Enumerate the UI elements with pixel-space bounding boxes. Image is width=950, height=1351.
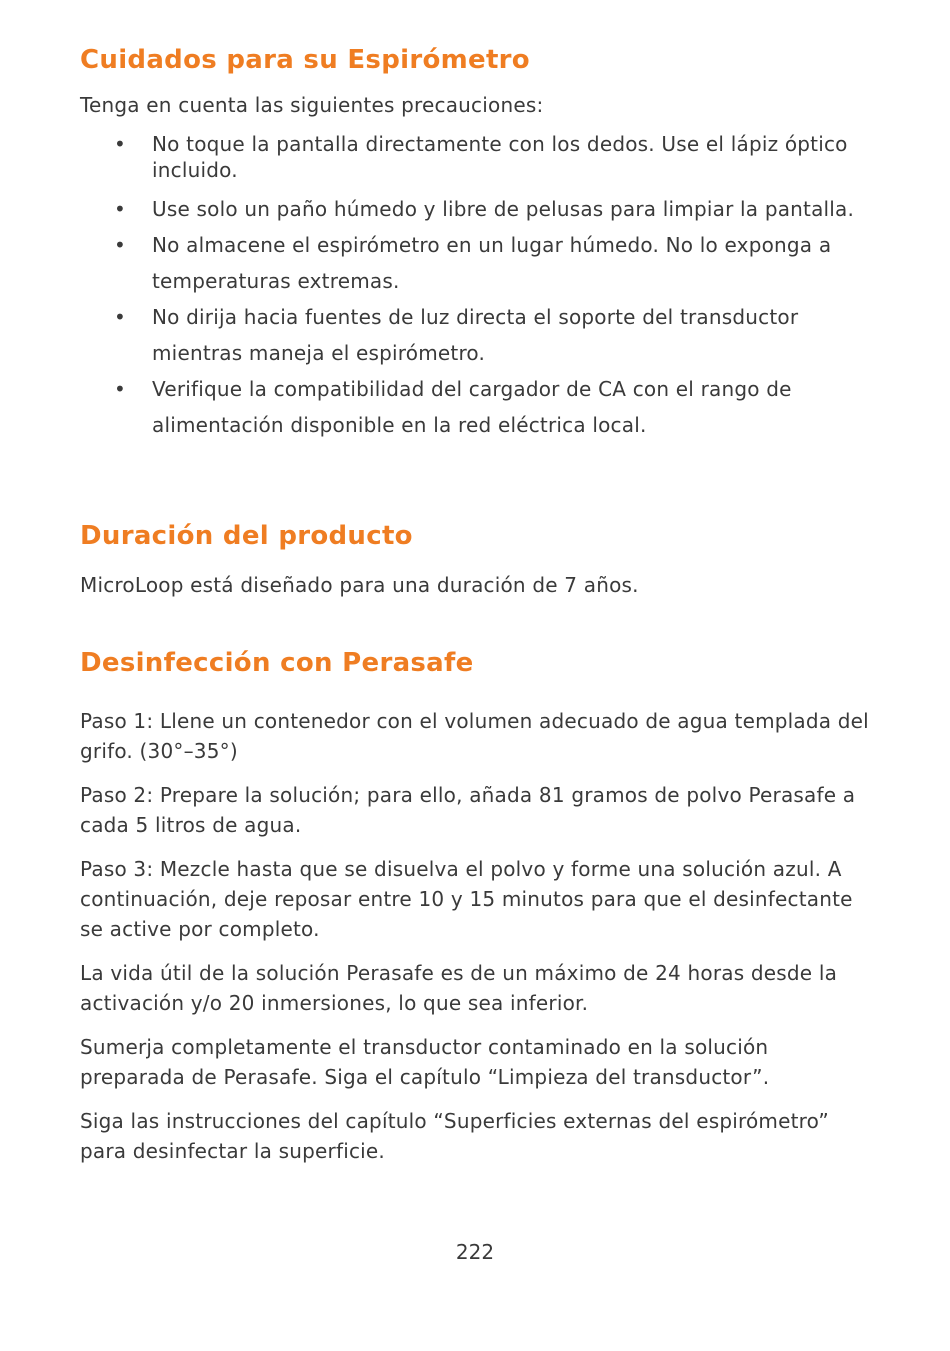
- list-item: [80, 227, 870, 299]
- care-heading: Cuidados para su Espirómetro: [80, 45, 530, 75]
- bullet-icon: •: [114, 305, 126, 329]
- immerse-paragraph: Sumerja completamente el transductor contaminado en la solución preparada de Perasafe. Siga el capítulo “Limpieza del transductor”.: [80, 1035, 770, 1089]
- list-item: [80, 131, 870, 183]
- list-item-text: No almacene el espirómetro en un lugar húmedo. No lo exponga a temperaturas extremas.: [152, 233, 832, 293]
- solution-life-paragraph: La vida útil de la solución Perasafe es de un máximo de 24 horas desde la activación y/o 20 inmersiones, lo que sea inferior.: [80, 961, 838, 1015]
- care-intro: Tenga en cuenta las siguientes precauciones:: [80, 93, 544, 117]
- duration-heading: Duración del producto: [80, 521, 413, 551]
- duration-text: MicroLoop está diseñado para una duración de 7 años.: [80, 573, 639, 597]
- bullet-icon: •: [114, 197, 126, 221]
- step-paragraph: Paso 1: Llene un contenedor con el volumen adecuado de agua templada del grifo. (30°–35°): [80, 709, 869, 763]
- bullet-icon: •: [114, 233, 126, 257]
- page-number: 222: [455, 1240, 495, 1264]
- list-item: [80, 299, 870, 371]
- surface-paragraph: Siga las instrucciones del capítulo “Superficies externas del espirómetro” para desinfectar la superficie.: [80, 1109, 829, 1163]
- bullet-icon: •: [114, 132, 126, 156]
- disinfection-heading: Desinfección con Perasafe: [80, 648, 474, 678]
- list-item: [80, 371, 870, 443]
- list-item-text: No dirija hacia fuentes de luz directa el soporte del transductor mientras maneja el espirómetro.: [152, 305, 799, 365]
- step-paragraph: Paso 2: Prepare la solución; para ello, añada 81 gramos de polvo Perasafe a cada 5 litros de agua.: [80, 783, 856, 837]
- list-item-text: Verifique la compatibilidad del cargador de CA con el rango de alimentación disponible en la red eléctrica local.: [152, 377, 792, 437]
- list-item: [80, 191, 870, 227]
- disinfection-steps: [80, 706, 870, 1180]
- list-item-text: No toque la pantalla directamente con los dedos. Use el lápiz óptico incluido.: [152, 132, 848, 182]
- step-paragraph: Paso 3: Mezcle hasta que se disuelva el polvo y forme una solución azul. A continuación, deje reposar entre 10 y 15 minutos para que el desinfectante se active por completo.: [80, 857, 853, 941]
- precautions-list: [80, 131, 870, 443]
- bullet-icon: •: [114, 377, 126, 401]
- list-item-text: Use solo un paño húmedo y libre de pelusas para limpiar la pantalla.: [152, 197, 855, 221]
